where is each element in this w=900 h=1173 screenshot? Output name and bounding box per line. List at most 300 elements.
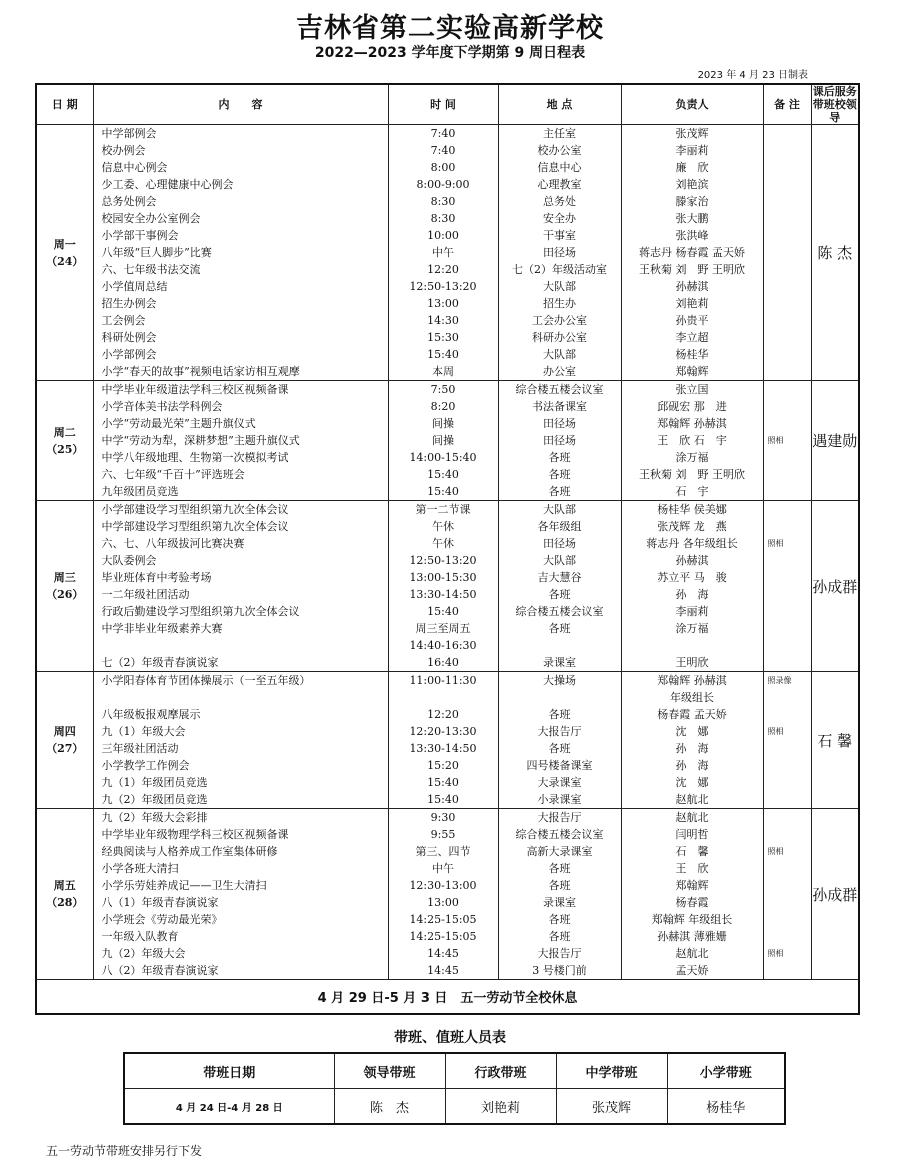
person-line: 赵航北: [675, 793, 709, 806]
place-line: 大报告厅: [537, 725, 582, 738]
time-line: 15:20: [427, 759, 459, 772]
note-line: [764, 227, 811, 244]
time-line: 13:00: [427, 896, 459, 909]
time-line: 13:30-14:50: [409, 588, 477, 601]
content-line: 九（2）年级团员竞选: [101, 793, 208, 806]
content-line: 中学部建设学习型组织第九次全体会议: [101, 520, 289, 533]
person-line: 郑翰辉: [675, 879, 709, 892]
col-date-header: 日 期: [36, 84, 93, 125]
place-line: 各班: [548, 879, 571, 892]
note-line: [764, 261, 811, 278]
content-line: 六、七年级“千百十”评选班会: [101, 468, 245, 481]
note-line: [764, 363, 811, 380]
time-line: 午休: [432, 537, 454, 550]
place-line: 七（2）年级活动室: [512, 263, 607, 276]
note-line: [764, 483, 811, 500]
person-line: 石 宇: [675, 485, 709, 498]
content-line: 科研处例会: [101, 331, 157, 344]
person-line: 石 馨: [675, 845, 709, 858]
day-date: （27）: [46, 742, 84, 755]
person-line: 滕家治: [675, 195, 709, 208]
person-line: 王 欣: [675, 862, 709, 875]
person-line: 孙赫淇: [675, 554, 709, 567]
content-line: 六、七年级书法交流: [101, 263, 201, 276]
time-line: 10:00: [427, 229, 459, 242]
time-line: 12:30-13:00: [409, 879, 477, 892]
content-line: 一二年级社团活动: [101, 588, 190, 601]
content-line: 工会例会: [101, 314, 146, 327]
note-line: 照相: [767, 949, 784, 958]
time-line: 8:20: [430, 400, 456, 413]
note-line: 照录像: [767, 676, 792, 685]
place-line: 办公室: [543, 365, 576, 378]
time-cell: [388, 125, 498, 381]
note-line: [764, 176, 811, 193]
time-line: 8:30: [430, 195, 456, 208]
person-line: 李丽莉: [675, 144, 709, 157]
person-line: 张洪峰: [675, 229, 709, 242]
note-line: [764, 809, 811, 826]
person-line: 郑翰辉 年级组长: [651, 913, 733, 926]
content-line: 少工委、心理健康中心例会: [101, 178, 234, 191]
col-content-header: 内 容: [93, 84, 388, 125]
note-line: 照相: [767, 539, 784, 548]
note-line: [764, 740, 811, 757]
content-line: 中学毕业年级道法学科三校区视频备课: [101, 383, 289, 396]
place-line: 各班: [548, 913, 571, 926]
time-line: 8:30: [430, 212, 456, 225]
time-line: 间操: [432, 417, 454, 430]
content-line: 中学毕业年级物理学科三校区视频备课: [101, 828, 289, 841]
place-line: 田径场: [543, 537, 576, 550]
note-line: [764, 603, 811, 620]
time-line: 14:25-15:05: [409, 913, 477, 926]
content-line: 八年级“巨人脚步”比赛: [101, 246, 212, 259]
content-line: 九（1）年级团员竞选: [101, 776, 208, 789]
note-line: [764, 312, 811, 329]
note-line: [764, 346, 811, 363]
content-line: 小学阳春体育节团体操展示（一至五年级）: [101, 674, 311, 687]
content-line: 校办例会: [101, 144, 146, 157]
content-cell: [93, 125, 388, 381]
note-line: [764, 518, 811, 535]
note-line: [764, 774, 811, 791]
content-line: 九年级团员竞选: [101, 485, 179, 498]
person-line: 杨春霞 孟天娇: [657, 708, 727, 721]
note-line: [764, 689, 811, 706]
content-cell: [93, 672, 388, 809]
place-line: 总务处: [543, 195, 576, 208]
place-line: 各班: [548, 708, 571, 721]
leader-cell: 陈 杰: [811, 125, 859, 381]
content-line: 总务处例会: [101, 195, 157, 208]
note-line: [764, 125, 811, 142]
day-date: （24）: [46, 254, 84, 268]
person-line: 郑翰辉: [675, 365, 709, 378]
note-line: [764, 466, 811, 483]
content-line: 一年级入队教育: [101, 930, 179, 943]
person-line: 孙 海: [675, 759, 709, 772]
note-line: [764, 278, 811, 295]
content-line: 小学教学工作例会: [101, 759, 190, 772]
content-cell: [93, 501, 388, 672]
note-line: [764, 791, 811, 808]
time-line: 第一二节课: [415, 503, 471, 516]
place-line: 科研办公室: [532, 331, 587, 344]
note-line: [764, 193, 811, 210]
person-line: 廉 欣: [675, 161, 709, 174]
duty-cell: 4 月 24 日-4 月 28 日: [124, 1089, 334, 1125]
person-line: 杨桂华 侯美娜: [657, 503, 727, 516]
time-line: 中午: [432, 246, 454, 259]
person-line: 赵航北: [675, 947, 709, 960]
place-line: 大报告厅: [537, 947, 582, 960]
day-name: 周四: [53, 725, 76, 738]
place-line: 大队部: [543, 280, 576, 293]
person-line: 刘艳莉: [675, 297, 709, 310]
person-cell: [621, 381, 763, 501]
person-line: 沈 娜: [675, 725, 709, 738]
place-line: 高新大录课室: [526, 845, 593, 858]
note-line: [764, 826, 811, 843]
time-line: 15:40: [427, 485, 459, 498]
content-line: 九（2）年级大会彩排: [101, 811, 208, 824]
place-line: 3 号楼门前: [532, 964, 587, 977]
content-cell: [93, 809, 388, 980]
person-line: 王明欣: [675, 656, 709, 669]
time-line: 7:40: [430, 144, 456, 157]
col-person-header: 负责人: [621, 84, 763, 125]
person-line: 孙赫淇: [675, 280, 709, 293]
time-line: 15:40: [427, 793, 459, 806]
time-line: 15:40: [427, 776, 459, 789]
content-line: 小学乐劳娃养成记——卫生大清扫: [101, 879, 267, 892]
place-cell: [498, 381, 621, 501]
duty-header-cell: 行政带班: [445, 1053, 556, 1089]
note-cell: [763, 381, 811, 501]
duty-table-title: 带班、值班人员表: [394, 1030, 506, 1046]
place-line: 小录课室: [537, 793, 582, 806]
place-cell: [498, 672, 621, 809]
day-name: 周三: [53, 571, 76, 584]
col-note-header: 备 注: [763, 84, 811, 125]
duty-header-cell: 领导带班: [334, 1053, 445, 1089]
note-line: [764, 757, 811, 774]
time-line: 13:00-15:30: [409, 571, 477, 584]
time-line: 8:00-9:00: [416, 178, 470, 191]
made-date: 2023 年 4 月 23 日制表: [697, 70, 808, 81]
person-line: 刘艳滨: [675, 178, 709, 191]
time-line: 9:30: [430, 811, 456, 824]
leader-cell: 孙成群: [811, 501, 859, 672]
time-line: 9:55: [430, 828, 456, 841]
note-cell: [763, 501, 811, 672]
note-line: [764, 501, 811, 518]
person-line: 孙 海: [675, 742, 709, 755]
place-line: 大队部: [543, 348, 576, 361]
duty-cell: 张茂辉: [556, 1089, 667, 1125]
person-line: [622, 637, 763, 654]
note-line: [764, 415, 811, 432]
time-line: 12:20: [427, 708, 459, 721]
day-cell: [36, 672, 93, 809]
note-line: [764, 295, 811, 312]
duty-header-cell: 小学带班: [667, 1053, 785, 1089]
note-line: [764, 860, 811, 877]
time-line: 本周: [432, 365, 454, 378]
note-line: [764, 159, 811, 176]
time-line: 12:50-13:20: [409, 554, 477, 567]
time-line: 14:40-16:30: [409, 639, 477, 652]
note-line: [764, 569, 811, 586]
note-line: [764, 637, 811, 654]
place-line: 各年级组: [537, 520, 582, 533]
person-line: 年级组长: [670, 691, 714, 704]
duty-data-row: [124, 1089, 785, 1125]
place-line: 各班: [548, 468, 571, 481]
place-line: 各班: [548, 862, 571, 875]
content-line: 小学音体美书法学科例会: [101, 400, 223, 413]
person-line: 蒋志丹 各年级组长: [646, 537, 738, 550]
place-line: 安全办: [543, 212, 576, 225]
note-line: 照相: [767, 436, 784, 445]
person-cell: [621, 672, 763, 809]
duty-table: [123, 1052, 786, 1125]
note-line: [764, 398, 811, 415]
note-cell: [763, 125, 811, 381]
content-line: 中学八年级地理、生物第一次模拟考试: [101, 451, 289, 464]
time-cell: [388, 809, 498, 980]
time-line: 14:45: [427, 947, 459, 960]
content-line: 小学“春天的故事”视频电话家访相互观摩: [101, 365, 300, 378]
day-date: （25）: [46, 442, 84, 456]
content-line: 小学班会《劳动最光荣》: [101, 913, 223, 926]
content-line: 小学部干事例会: [101, 229, 179, 242]
day-cell: [36, 809, 93, 980]
place-line: 工会办公室: [532, 314, 587, 327]
place-line: 大队部: [543, 503, 576, 516]
content-line: [94, 689, 388, 706]
holiday-row: [36, 980, 859, 1015]
time-line: 15:40: [427, 348, 459, 361]
content-line: 八年级板报观摩展示: [101, 708, 201, 721]
content-line: 中学“劳动为犁，深耕梦想”主题升旗仪式: [101, 434, 300, 447]
day-name: 周二: [53, 425, 76, 439]
time-line: 第三、四节: [415, 845, 471, 858]
note-line: [764, 877, 811, 894]
time-line: 14:30: [427, 314, 459, 327]
duty-header-row: [124, 1053, 785, 1089]
place-line: 大录课室: [537, 776, 582, 789]
day-name: 周五: [53, 879, 76, 892]
note-line: [764, 329, 811, 346]
day-row: [36, 381, 859, 501]
place-line: 校办公室: [537, 144, 582, 157]
note-line: [764, 142, 811, 159]
time-line: 7:40: [430, 127, 456, 140]
place-line: 心理教室: [537, 178, 582, 191]
day-row: [36, 125, 859, 381]
place-cell: [498, 501, 621, 672]
person-cell: [621, 809, 763, 980]
person-line: 杨春霞: [675, 896, 709, 909]
leader-cell: 孙成群: [811, 809, 859, 980]
place-line: 书法备课室: [532, 400, 587, 413]
content-line: 中学非毕业年级素养大赛: [101, 622, 223, 635]
time-cell: [388, 381, 498, 501]
time-line: [389, 689, 498, 706]
content-line: 六、七、八年级拔河比赛决赛: [101, 537, 245, 550]
content-line: 毕业班体育中考验考场: [101, 571, 212, 584]
duty-cell: 刘艳莉: [445, 1089, 556, 1125]
note-line: [764, 654, 811, 671]
person-line: 王秋菊 刘 野 王明欣: [639, 468, 745, 481]
place-line: 信息中心: [537, 161, 582, 174]
time-line: 14:00-15:40: [409, 451, 477, 464]
person-line: 张大鹏: [675, 212, 709, 225]
content-cell: [93, 381, 388, 501]
content-line: 三年级社团活动: [101, 742, 179, 755]
footer-note: 五一劳动节带班安排另行下发: [46, 1144, 203, 1158]
note-line: 照相: [767, 727, 784, 736]
person-line: 涂万福: [675, 622, 709, 635]
time-line: 16:40: [427, 656, 459, 669]
person-line: 涂万福: [675, 451, 709, 464]
content-line: 经典阅读与人格养成工作室集体研修: [101, 845, 278, 858]
place-line: [499, 689, 621, 706]
person-cell: [621, 501, 763, 672]
person-cell: [621, 125, 763, 381]
person-line: 沈 娜: [675, 776, 709, 789]
time-line: 午休: [432, 520, 454, 533]
person-line: 郑翰辉 孙赫淇: [657, 674, 727, 687]
content-line: 九（1）年级大会: [101, 725, 186, 738]
col-time-header: 时 间: [388, 84, 498, 125]
leader-cell: 遇建勋: [811, 381, 859, 501]
place-line: 主任室: [543, 127, 576, 140]
time-line: 间操: [432, 434, 454, 447]
col-leader-header: 课后服务带班校领导: [811, 84, 859, 125]
note-line: [764, 962, 811, 979]
content-line: 小学各班大清扫: [101, 862, 179, 875]
note-line: [764, 381, 811, 398]
place-line: 田径场: [543, 417, 576, 430]
content-line: 小学部建设学习型组织第九次全体会议: [101, 503, 289, 516]
time-line: 7:50: [430, 383, 456, 396]
person-line: 张茂辉 龙 燕: [657, 520, 727, 533]
day-name: 周一: [53, 237, 76, 251]
person-line: 孙赫淇 薄雅姗: [657, 930, 727, 943]
place-line: 大队部: [543, 554, 576, 567]
place-cell: [498, 125, 621, 381]
time-line: 8:00: [430, 161, 456, 174]
time-line: 15:30: [427, 331, 459, 344]
time-line: 13:30-14:50: [409, 742, 477, 755]
place-line: 吉大慧谷: [537, 571, 582, 584]
time-line: 14:45: [427, 964, 459, 977]
note-cell: [763, 809, 811, 980]
schedule-table: [35, 83, 860, 1015]
person-line: 孟天娇: [675, 964, 709, 977]
place-line: 各班: [548, 451, 571, 464]
place-line: 各班: [548, 930, 571, 943]
note-line: [764, 244, 811, 261]
content-line: 八（1）年级青春演说家: [101, 896, 219, 909]
place-line: 录课室: [543, 656, 576, 669]
time-line: 15:40: [427, 605, 459, 618]
place-line: 大报告厅: [537, 811, 582, 824]
schedule-header-row: [36, 84, 859, 125]
person-line: 赵航北: [675, 811, 709, 824]
place-line: 录课室: [543, 896, 576, 909]
content-line: 大队委例会: [101, 554, 157, 567]
person-line: 王 欣 石 宇: [657, 434, 727, 447]
duty-cell: 陈 杰: [334, 1089, 445, 1125]
time-line: 12:20-13:30: [409, 725, 477, 738]
note-line: [764, 928, 811, 945]
person-line: 李丽莉: [675, 605, 709, 618]
person-line: 王秋菊 刘 野 王明欣: [639, 263, 745, 276]
person-line: 孙贵平: [675, 314, 709, 327]
place-line: 综合楼五楼会议室: [515, 383, 604, 396]
person-line: 邱砚宏 那 进: [657, 400, 727, 413]
person-line: 李立超: [675, 331, 709, 344]
time-line: 中午: [432, 862, 454, 875]
note-line: 照相: [767, 847, 784, 856]
time-line: 14:25-15:05: [409, 930, 477, 943]
content-line: 招生办例会: [101, 297, 157, 310]
time-line: 15:40: [427, 468, 459, 481]
duty-header-cell: 带班日期: [124, 1053, 334, 1089]
place-cell: [498, 809, 621, 980]
day-date: （28）: [46, 896, 84, 909]
col-place-header: 地 点: [498, 84, 621, 125]
content-line: 信息中心例会: [101, 161, 168, 174]
day-row: [36, 672, 859, 809]
time-line: 11:00-11:30: [409, 674, 477, 687]
place-line: 各班: [548, 742, 571, 755]
time-line: 13:00: [427, 297, 459, 310]
person-line: 苏立平 马 骏: [657, 571, 727, 584]
time-cell: [388, 501, 498, 672]
place-line: 四号楼备课室: [526, 759, 593, 772]
place-line: 干事室: [543, 229, 576, 242]
content-line: 小学部例会: [101, 348, 157, 361]
person-line: 张立国: [675, 383, 709, 396]
content-line: 八（2）年级青春演说家: [101, 964, 219, 977]
leader-cell: 石 馨: [811, 672, 859, 809]
place-line: 各班: [548, 485, 571, 498]
note-line: [764, 552, 811, 569]
place-line: 田径场: [543, 434, 576, 447]
person-line: 孙 海: [675, 588, 709, 601]
day-date: （26）: [46, 588, 84, 601]
content-line: 小学“劳动最光荣”主题升旗仪式: [101, 417, 256, 430]
place-line: 综合楼五楼会议室: [515, 605, 604, 618]
place-line: 招生办: [543, 297, 576, 310]
note-cell: [763, 672, 811, 809]
holiday-notice: 4 月 29 日-5 月 3 日 五一劳动节全校休息: [36, 980, 859, 1015]
day-row: [36, 809, 859, 980]
person-line: 杨桂华: [675, 348, 709, 361]
note-line: [764, 586, 811, 603]
note-line: [764, 620, 811, 637]
content-line: 七（2）年级青春演说家: [101, 656, 219, 669]
person-line: 蒋志丹 杨春霞 孟天娇: [639, 246, 745, 259]
place-line: 综合楼五楼会议室: [515, 828, 604, 841]
note-line: [764, 449, 811, 466]
person-line: 张茂辉: [675, 127, 709, 140]
